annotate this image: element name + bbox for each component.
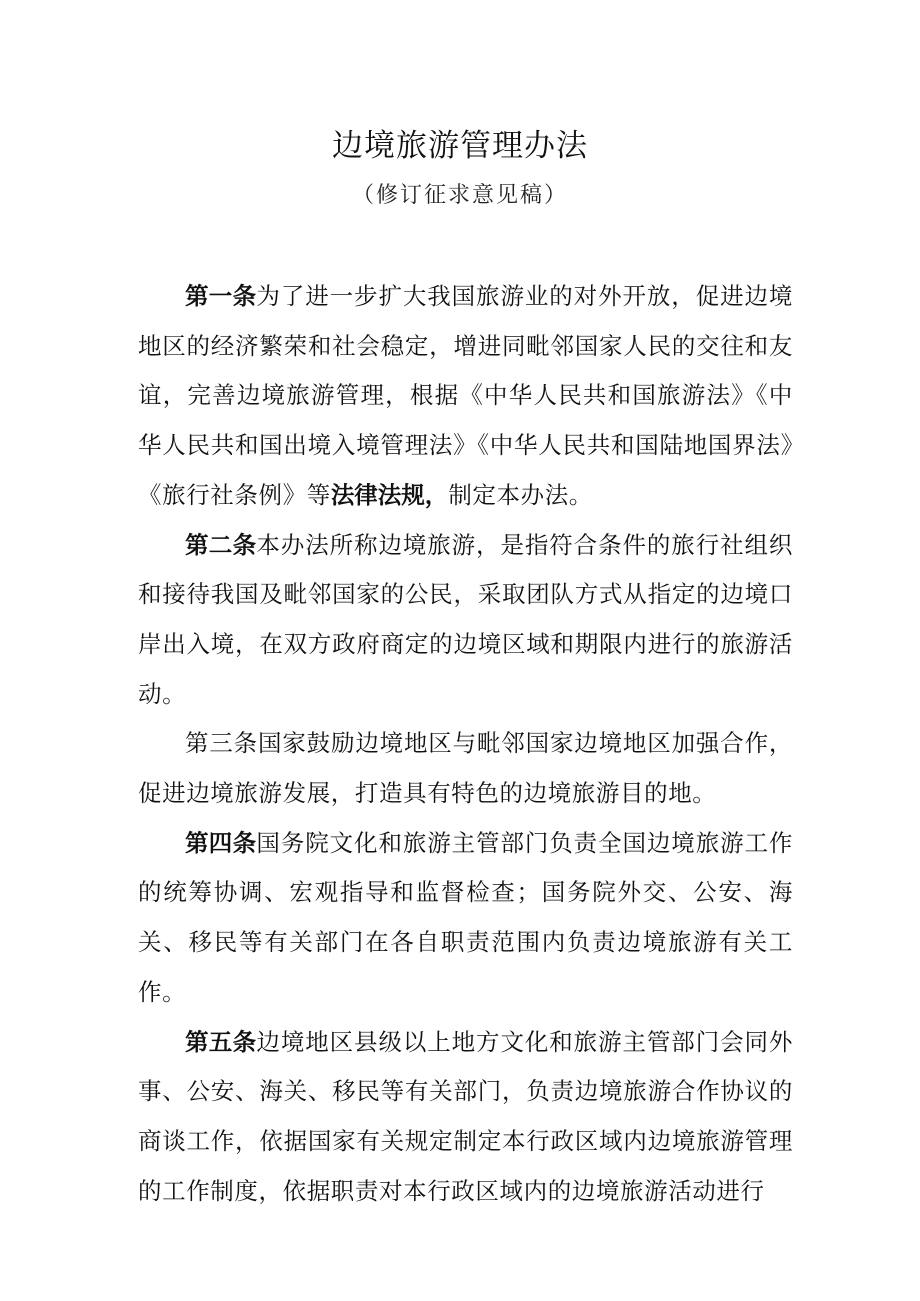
article-1 (138, 272, 793, 521)
article-3-text: 国家鼓励边境地区与毗邻国家边境地区加强合作，促进边境旅游发展，打造具有特色的边境旅游目的地。 (138, 729, 793, 808)
article-4-heading: 第四条 (185, 828, 257, 857)
article-1-bold-phrase: 法律法规， (330, 480, 449, 509)
article-3 (138, 719, 793, 818)
article-4 (138, 819, 793, 1018)
article-3-heading: 第三条 (185, 729, 258, 758)
article-5-text: 边境地区县级以上地方文化和旅游主管部门会同外事、公安、海关、移民等有关部门，负责边境旅游合作协议的商谈工作，依据国家有关规定制定本行政区域内边境旅游管理的工作制度，依据职责对本行政区域内的边境旅游活动进行 (138, 1027, 794, 1205)
article-5-heading: 第五条 (185, 1027, 257, 1056)
article-2-text: 本办法所称边境旅游，是指符合条件的旅行社组织和接待我国及毗邻国家的公民，采取团队方式从指定的边境口岸出入境，在双方政府商定的边境区域和期限内进行的旅游活动。 (138, 530, 794, 708)
document-body (138, 272, 793, 1216)
document-subtitle: （修订征求意见稿） (351, 183, 568, 208)
article-1-text: 为了进一步扩大我国旅游业的对外开放，促进边境地区的经济繁荣和社会稳定，增进同毗邻国家人民的交往和友谊，完善边境旅游管理，根据《中华人民共和国旅游法》《中华人民共和国出境入境管理法》《中华人民共和国陆地国界法》《旅行社条例》等 (138, 282, 794, 509)
article-1-heading: 第一条 (185, 282, 257, 310)
article-2 (138, 521, 793, 720)
document-title: 边境旅游管理办法 (332, 128, 588, 164)
article-2-heading: 第二条 (185, 530, 257, 559)
article-5 (138, 1018, 793, 1217)
article-4-text: 国务院文化和旅游主管部门负责全国边境旅游工作的统筹协调、宏观指导和监督检查；国务院外交、公安、海关、移民等有关部门在各自职责范围内负责边境旅游有关工作。 (138, 828, 794, 1006)
article-1-text-end: 制定本办法。 (448, 480, 593, 509)
